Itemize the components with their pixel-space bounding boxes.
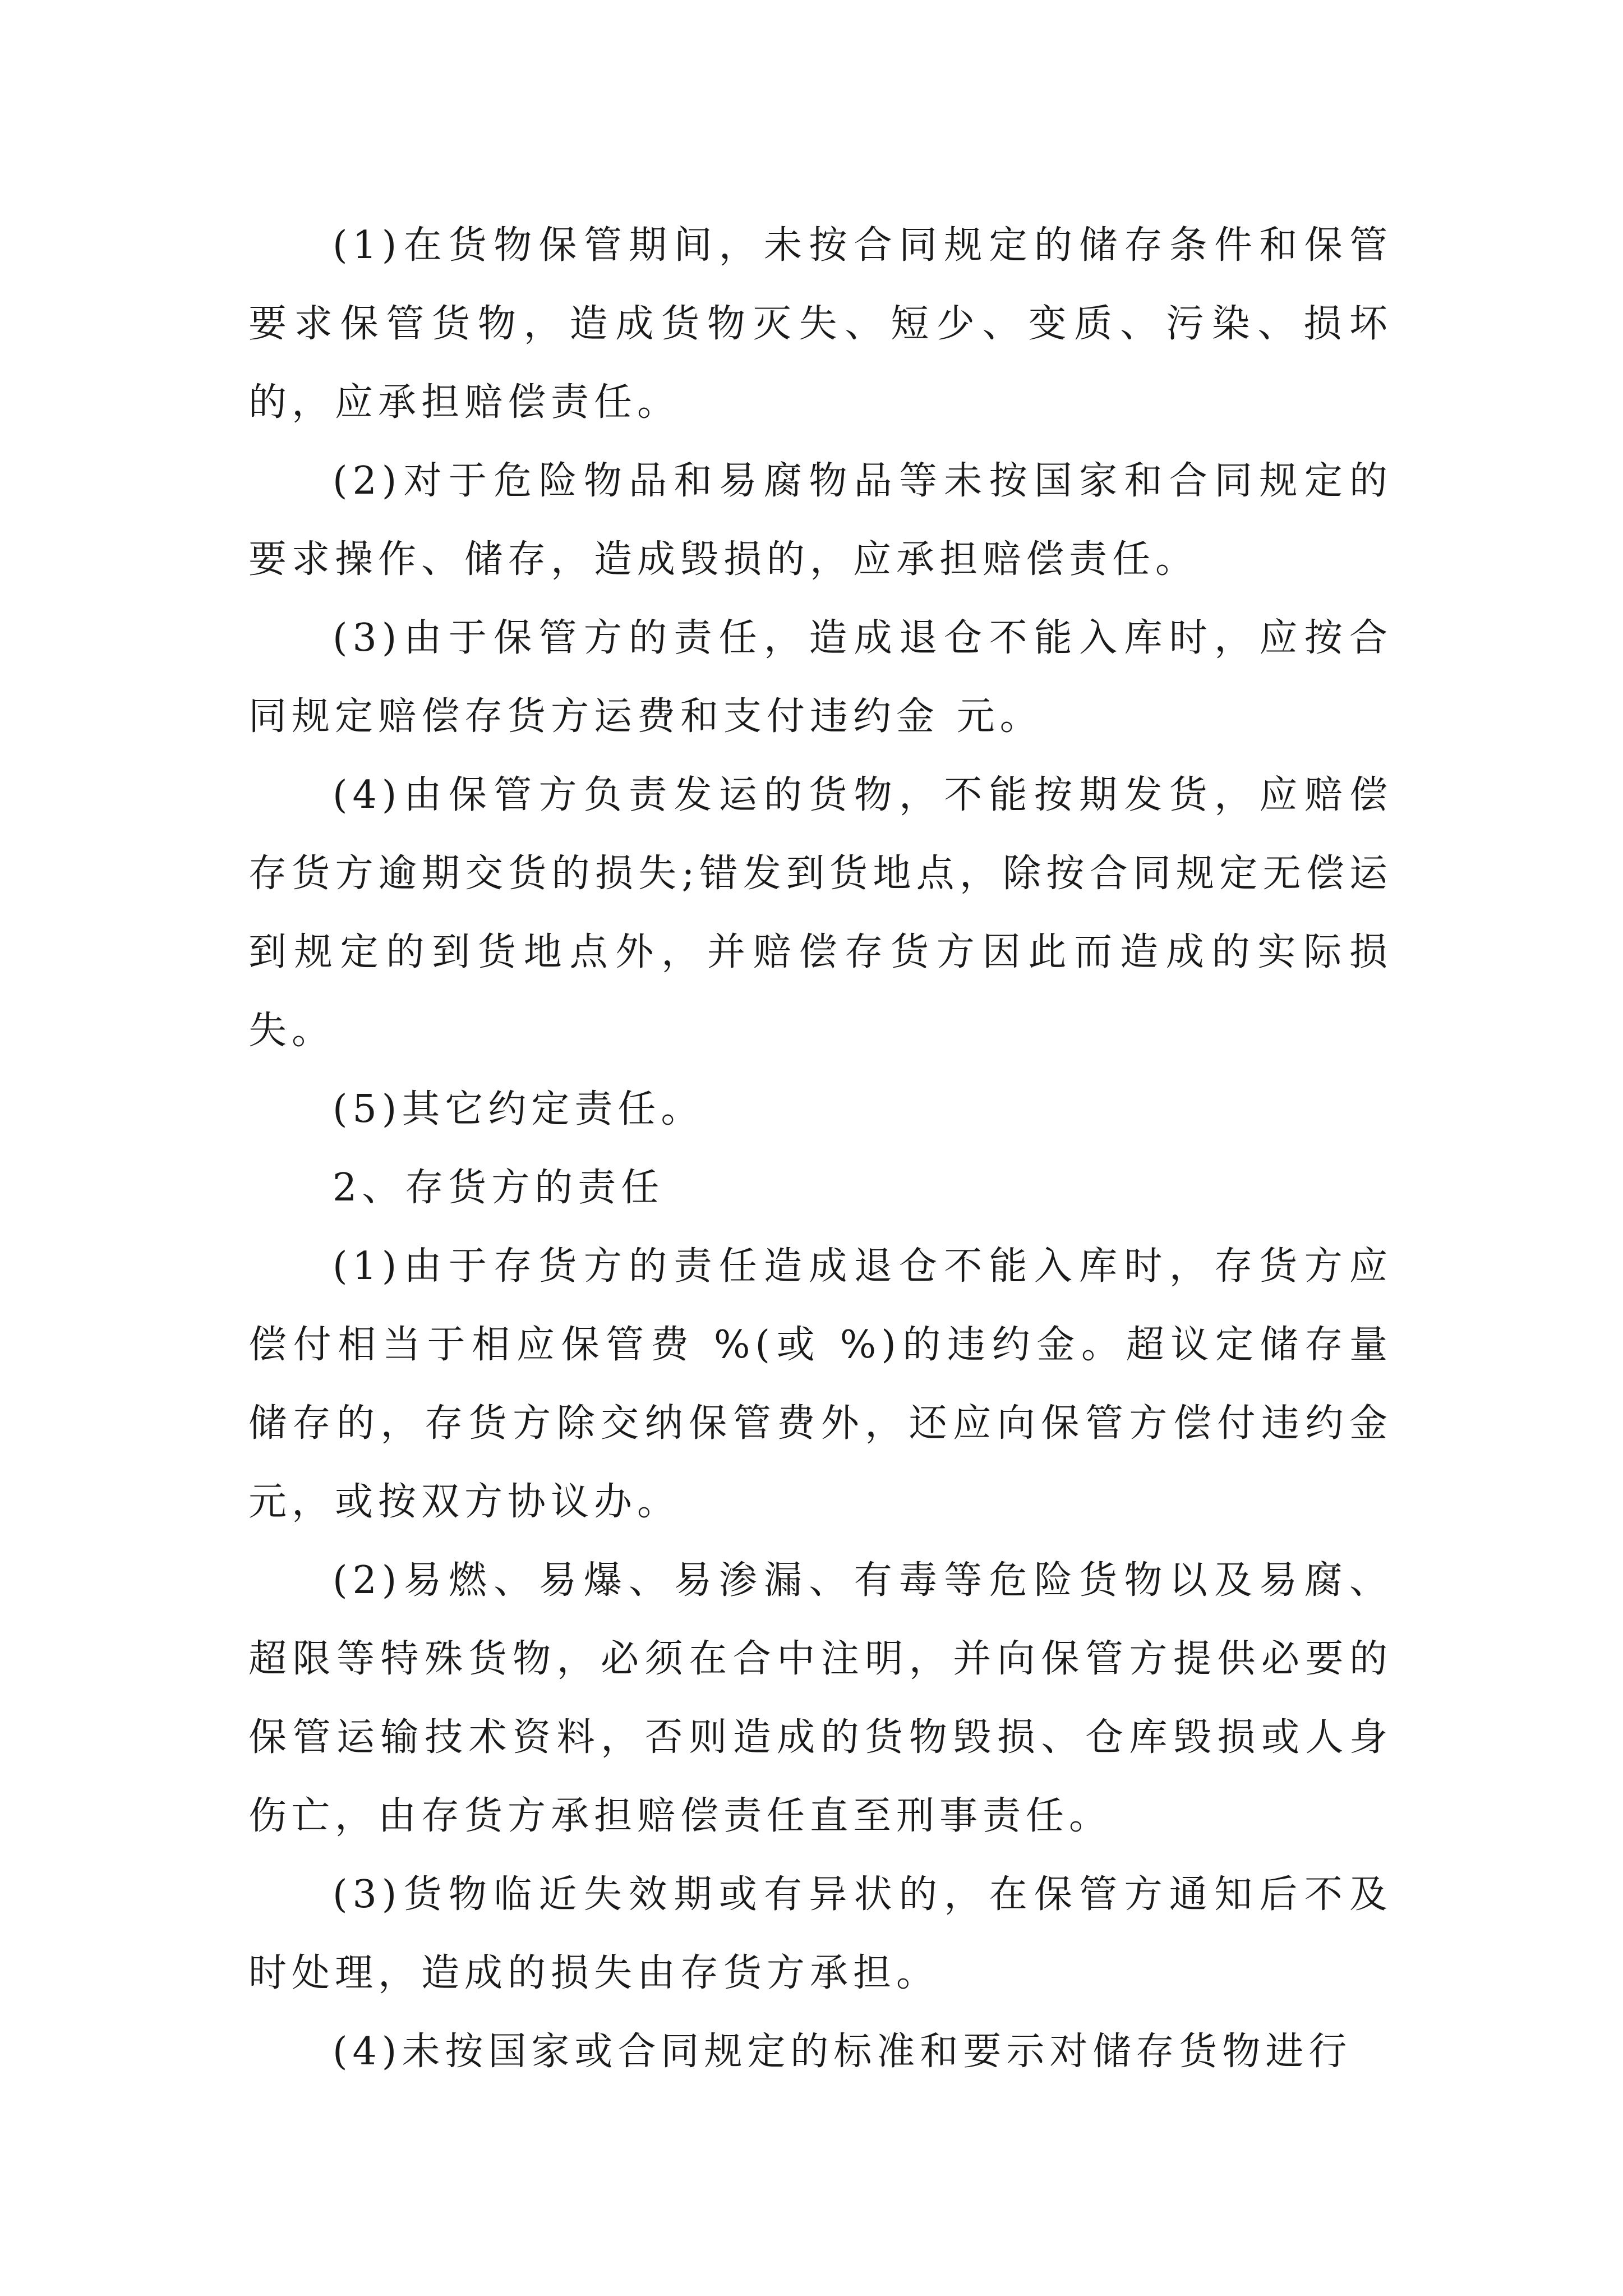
paragraph-5: (5)其它约定责任。 [333,1087,704,1131]
paragraph-4: (4)由保管方负责发运的货物，不能按期发货，应赔偿存货方逾期交货的损失;错发到货地点，除按合同规定无偿运到规定的到货地点外，并赔偿存货方因此而造成的实际损失。 [248,773,1393,1053]
paragraph-10: (4)未按国家或合同规定的标准和要示对储存货物进行 [333,2030,1352,2074]
paragraph-2: (2)对于危险物品和易腐物品等未按国家和合同规定的要求操作、储存，造成毁损的，应承担赔偿责任。 [248,459,1393,582]
paragraph-3: (3)由于保管方的责任，造成退仓不能入库时，应按合同规定赔偿存货方运费和支付违约金 元。 [248,616,1393,739]
paragraph-7: (1)由于存货方的责任造成退仓不能入库时，存货方应偿付相当于相应保管费 %(或 %)的违约金。超议定储存量储存的，存货方除交纳保管费外，还应向保管方偿付违约金 元，或按双方协议办。 [248,1244,1393,1524]
paragraph-9: (3)货物临近失效期或有异状的，在保管方通知后不及时处理，造成的损失由存货方承担。 [248,1872,1393,1995]
section-heading-depositor-duties: 2、存货方的责任 [333,1166,665,1210]
document-body [248,206,1393,2091]
paragraph-1: (1)在货物保管期间，未按合同规定的储存条件和保管要求保管货物，造成货物灭失、短少、变质、污染、损坏的，应承担赔偿责任。 [248,223,1393,425]
paragraph-8: (2)易燃、易爆、易渗漏、有毒等危险货物以及易腐、超限等特殊货物，必须在合中注明，并向保管方提供必要的保管运输技术资料，否则造成的货物毁损、仓库毁损或人身伤亡，由存货方承担赔偿责任直至刑事责任。 [248,1558,1393,1838]
